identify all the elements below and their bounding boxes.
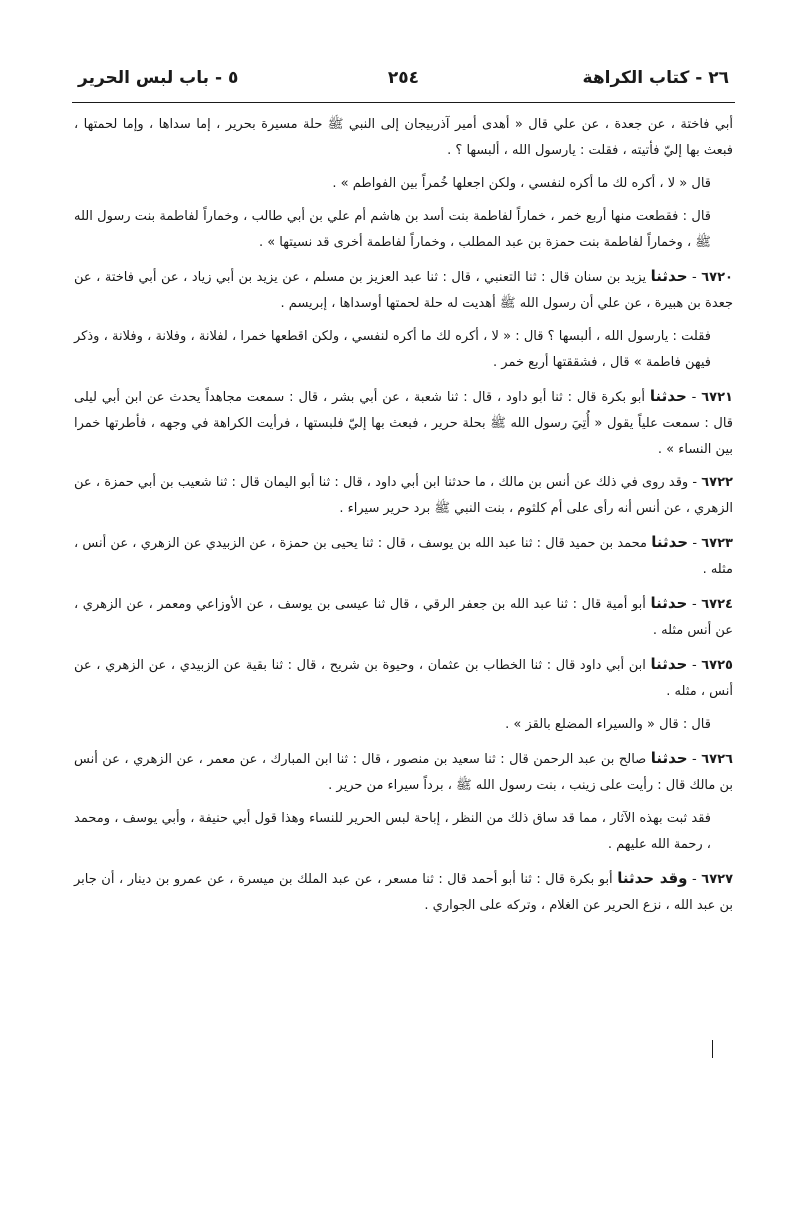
paragraph: قال : قال « والسيراء المضلع بالقز » . — [505, 717, 711, 732]
hadith-keyword: حدثنا — [650, 594, 688, 612]
hadith-number: ٦٧٢٣ — [701, 536, 733, 551]
hadith-keyword: حدثنا — [649, 387, 687, 405]
hadith-keyword: حدثنا — [650, 655, 688, 673]
hadith-number: ٦٧٢١ — [701, 390, 733, 405]
page-number: ٢٥٤ — [387, 68, 420, 88]
hadith-paragraph: ٦٧٢٣ - حدثنا محمد بن حميد قال : ثنا عبد الله بن يوسف ، قال : ثنا يحيى بن حمزة ، عن الزبيدي عن الزهري ، عن أنس ، مثله . — [74, 533, 733, 577]
hadith-keyword: حدثنا — [651, 533, 689, 551]
paragraph: قال « لا ، أكره لك ما أكره لنفسي ، ولكن اجعلها خُمراً بين الفواطم » . — [332, 176, 711, 191]
hadith-number: ٦٧٢٧ — [701, 872, 734, 887]
running-header — [72, 62, 735, 103]
paragraph: فقد ثبت بهذه الآثار ، مما قد ساق ذلك من النظر ، إباحة لبس الحرير للنساء وهذا قول أبي حنيفة ، وأبي يوسف ، ومحمد ، رحمة الله عليهم . — [74, 811, 711, 852]
hadith-keyword: حدثنا — [650, 749, 688, 767]
hadith-paragraph: ٦٧٢٦ - حدثنا صالح بن عبد الرحمن قال : ثنا سعيد بن منصور ، قال : ثنا ابن المبارك ، عن معمر ، عن الزهري ، عن أنس بن مالك قال : رأيت على زينب ، بنت رسول الله ﷺ ، برداً سيراء من حرير . — [74, 749, 733, 793]
hadith-paragraph: ٦٧٢٤ - حدثنا أبو أمية قال : ثنا عبد الله بن جعفر الرقي ، قال ثنا عيسى بن يوسف ، عن الأوزاعي ومعمر ، عن الزهري ، عن أنس مثله . — [74, 594, 733, 638]
hadith-paragraph: ٦٧٢٢ - وقد روى في ذلك عن أنس بن مالك ، ما حدثنا ابن أبي داود ، قال : ثنا أبو اليمان قال : ثنا شعيب بن أبي حمزة ، عن الزهري ، عن أنس أنه رأى على أم كلثوم ، بنت النبي ﷺ برد حرير سيراء . — [74, 475, 733, 516]
paragraph: أبي فاختة ، عن جعدة ، عن علي قال « أهدى أمير آذربيجان إلى النبي ﷺ حلة مسيرة بحرير ، إما سداها ، وإما لحمتها ، فبعث بها إليّ فأتيته ، فقلت : يارسول الله ، ألبسها ؟ . — [74, 117, 733, 158]
hadith-number: ٦٧٢٥ — [701, 658, 733, 673]
hadith-number: ٦٧٢٠ — [701, 270, 733, 285]
hadith-paragraph: ٦٧٢٥ - حدثنا ابن أبي داود قال : ثنا الخطاب بن عثمان ، وحيوة بن شريح ، قال : ثنا بقية عن الزبيدي ، عن الزهري ، عن أنس ، مثله . — [74, 655, 733, 699]
paragraph: قال : فقطعت منها أربع خمر ، خماراً لفاطمة بنت أسد بن هاشم أم علي بن أبي طالب ، وخماراً لفاطمة بنت رسول الله ﷺ ، وخماراً لفاطمة بنت حمزة بن عبد المطلب ، وخماراً لفاطمة أخرى قد نسيتها » . — [74, 209, 711, 250]
hadith-paragraph: ٦٧٢٠ - حدثنا يزيد بن سنان قال : ثنا التعنبي ، قال : ثنا عبد العزيز بن مسلم ، عن يزيد بن أبي زياد ، عن أبي فاختة ، عن جعدة بن هبيرة ، عن علي أن رسول الله ﷺ أهديت له حلة لحمتها أوسداها ، إبريسم . — [74, 267, 733, 311]
hadith-number: ٦٧٢٦ — [701, 752, 733, 767]
section-title: ٥ - باب لبس الحرير — [78, 68, 239, 88]
page-body — [74, 112, 733, 926]
hadith-paragraph: ٦٧٢١ - حدثنا أبو بكرة قال : ثنا أبو داود ، قال : ثنا شعبة ، عن أبي بشر ، قال : سمعت مجاهداً يحدث عن ابن أبي ليلى قال : سمعت علياً يقول « أُتِيَ رسول الله ﷺ بحلة حرير ، فبعث بها إليّ فلبستها ، فرأيت الكراهة في وجهه ، فأطرتها خمرا بين النساء » . — [74, 387, 733, 457]
paragraph: فقلت : يارسول الله ، ألبسها ؟ قال : « لا ، أكره لك ما أكره لنفسي ، ولكن اقطعها خمرا ، لفلانة ، وفلانة ، وفلانة ، وذكر فيهن فاطمة » قال ، فشققتها أربع خمر . — [74, 329, 711, 370]
chapter-title: ٢٦ - كتاب الكراهة — [582, 68, 729, 88]
hadith-number: ٦٧٢٤ — [701, 597, 733, 612]
hadith-number: ٦٧٢٢ — [701, 475, 733, 490]
hadith-keyword: حدثنا — [650, 267, 688, 285]
margin-mark — [712, 1040, 713, 1058]
hadith-keyword: وقد حدثنا — [617, 869, 688, 887]
hadith-paragraph: ٦٧٢٧ - وقد حدثنا أبو بكرة قال : ثنا أبو أحمد قال : ثنا مسعر ، عن عبد الملك بن ميسرة ، عن عمرو بن دينار ، أن جابر بن عبد الله ، نزع الحرير عن الغلام ، وتركه على الجواري . — [74, 869, 734, 913]
